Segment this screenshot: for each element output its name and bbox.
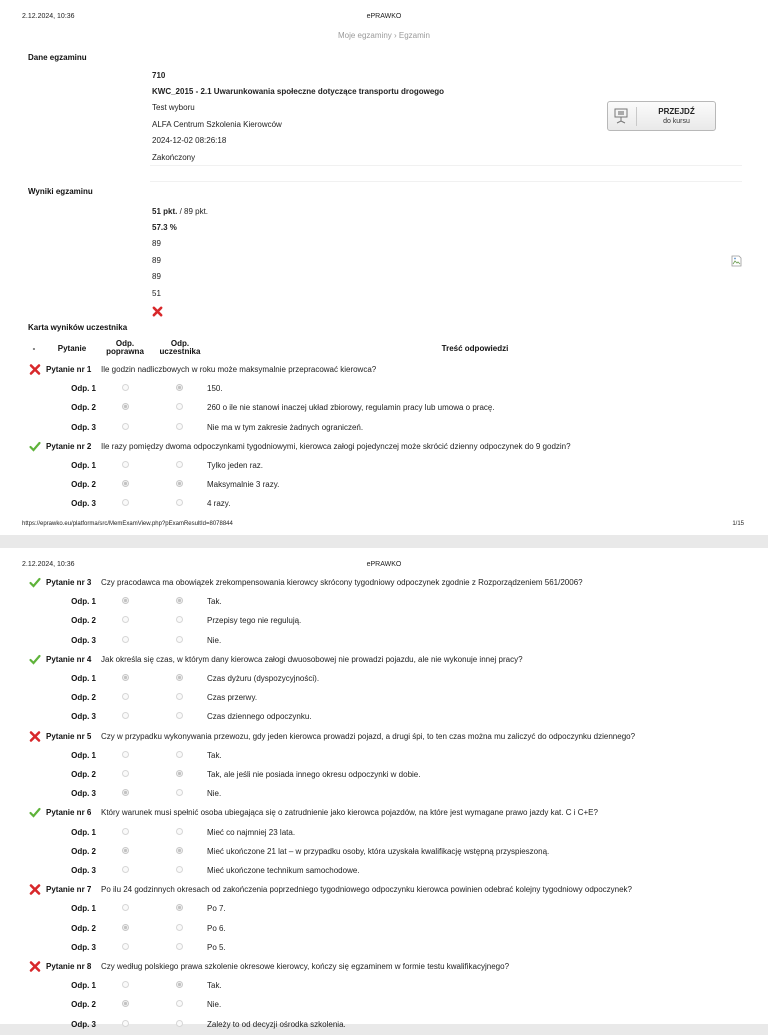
answer-label: Odp. 1 [71, 827, 96, 837]
answer-text: Zależy to od decyzji ośrodka szkolenia. [207, 1019, 346, 1029]
answer-label: Odp. 1 [71, 384, 96, 394]
radio-indicator [122, 1000, 129, 1007]
radio-indicator [176, 847, 183, 854]
correct-answer-radio [122, 674, 129, 681]
answer-label: Odp. 2 [71, 403, 96, 413]
user-answer-radio [176, 403, 183, 410]
radio-indicator [122, 674, 129, 681]
answer-text: Nie. [207, 1000, 222, 1010]
correct-answer-radio [122, 770, 129, 777]
answer-row [0, 460, 768, 476]
radio-indicator [122, 403, 129, 410]
correct-answer-radio [122, 384, 129, 391]
answer-text: Mieć ukończone 21 lat – w przypadku osoby, która uzyskała kwalifikację wstępną przyspieszoną. [207, 846, 550, 856]
user-answer-radio [176, 480, 183, 487]
red-x-icon [29, 364, 41, 375]
radio-indicator [176, 904, 183, 911]
answer-label: Odp. 1 [71, 904, 96, 914]
go-button-sublabel: do kursu [663, 118, 690, 125]
radio-indicator [122, 904, 129, 911]
correct-answer-radio [122, 904, 129, 911]
answer-row [0, 479, 768, 495]
result-value: 57.3 % [152, 223, 177, 232]
radio-indicator [122, 770, 129, 777]
page-url: https://eprawko.eu/platforma/src/MemExamView.php?pExamResultId=8078844 [22, 521, 233, 527]
score-value [152, 207, 208, 216]
correct-answer-radio [122, 828, 129, 835]
question-row [0, 441, 768, 457]
column-dash: - [32, 344, 36, 353]
user-answer-radio [176, 597, 183, 604]
user-answer-radio [176, 904, 183, 911]
answer-text: Tak. [207, 750, 222, 760]
radio-indicator [122, 597, 129, 604]
answer-label: Odp. 1 [71, 981, 96, 991]
answer-label: Odp. 2 [71, 1000, 96, 1010]
question-text: Ile razy pomiędzy dwoma odpoczynkami tygodniowymi, kierowca załogi pojedynczej może skrócić dzienny odpoczynek do 9 godzin? [101, 441, 571, 451]
question-number: Pytanie nr 3 [46, 578, 92, 587]
radio-indicator [176, 828, 183, 835]
user-answer-radio [176, 751, 183, 758]
correct-answer-radio [122, 403, 129, 410]
answer-label: Odp. 3 [71, 635, 96, 645]
pass-value [152, 306, 163, 319]
answer-label: Odp. 3 [71, 422, 96, 432]
answer-text: 4 razy. [207, 499, 231, 509]
radio-indicator [176, 384, 183, 391]
question-text: Czy według polskiego prawa szkolenie okresowe kierowcy, kończy się egzaminem w formie testu kwalifikacyjnego? [101, 962, 510, 971]
page-number: 1/15 [732, 521, 744, 527]
answer-label: Odp. 3 [71, 942, 96, 952]
answer-label: Odp. 1 [71, 674, 96, 683]
column-question: Pytanie [57, 344, 87, 353]
user-answer-radio [176, 616, 183, 623]
answer-row [0, 498, 768, 514]
correct-answer-radio [122, 847, 129, 854]
correct-answer-radio [122, 751, 129, 758]
answer-row [0, 402, 768, 418]
answer-row [0, 635, 768, 651]
question-row [0, 961, 768, 977]
answer-text: Czas dyżuru (dyspozycyjności). [207, 674, 320, 683]
user-answer-radio [176, 1000, 183, 1007]
radio-indicator [176, 461, 183, 468]
answer-row [0, 615, 768, 631]
correct-answer-radio [122, 924, 129, 931]
green-check-icon [29, 654, 41, 665]
radio-indicator [176, 636, 183, 643]
red-x-icon [29, 884, 41, 895]
radio-indicator [176, 943, 183, 950]
radio-indicator [176, 403, 183, 410]
user-answer-radio [176, 847, 183, 854]
answer-label: Odp. 2 [71, 923, 96, 933]
radio-indicator [122, 384, 129, 391]
question-number: Pytanie nr 7 [46, 885, 92, 895]
answer-label: Odp. 1 [71, 461, 96, 470]
answer-text: Po 5. [207, 942, 226, 952]
answer-label: Odp. 3 [71, 712, 96, 722]
question-row [0, 884, 768, 900]
question-number: Pytanie nr 4 [46, 654, 92, 664]
correct-answer-radio [122, 616, 129, 623]
radio-indicator [122, 789, 129, 796]
question-number: Pytanie nr 8 [46, 962, 92, 971]
radio-indicator [176, 751, 183, 758]
result-value: 89 [152, 272, 161, 281]
question-text: Po ilu 24 godzinnych okresach od zakończenia poprzedniego tygodniowego odpoczynku kierowca powinien odebrać kolejny tygodniowy odpoczynek? [101, 885, 633, 895]
answer-text: Nie. [207, 635, 222, 645]
presentation-icon [614, 108, 628, 124]
answer-row [0, 942, 768, 958]
user-answer-radio [176, 693, 183, 700]
answer-text: Mieć ukończone technikum samochodowe. [207, 866, 360, 875]
answer-text: Tylko jeden raz. [207, 461, 264, 470]
answer-row [0, 711, 768, 727]
answer-text: Mieć co najmniej 23 lata. [207, 827, 296, 837]
detail-value: 2024-12-02 08:26:18 [152, 136, 227, 145]
answer-label: Odp. 2 [71, 616, 96, 626]
radio-indicator [176, 924, 183, 931]
user-answer-radio [176, 943, 183, 950]
answer-text: Po 7. [207, 904, 226, 914]
answer-row [0, 788, 768, 804]
score-points: 51 pkt. [152, 207, 178, 216]
radio-indicator [122, 981, 129, 988]
question-number: Pytanie nr 2 [46, 441, 92, 451]
answer-text: Czas przerwy. [207, 693, 258, 703]
result-value: 51 [152, 289, 161, 298]
answer-label: Odp. 1 [71, 750, 96, 760]
answer-row [0, 903, 768, 919]
answer-text: Tak. [207, 981, 222, 991]
radio-indicator [176, 770, 183, 777]
green-check-icon [29, 807, 41, 818]
question-row [0, 654, 768, 670]
answer-row [0, 769, 768, 785]
print-site-title: ePRAWKO [366, 561, 402, 568]
radio-indicator [176, 866, 183, 873]
correct-answer-radio [122, 1020, 129, 1027]
answer-label: Odp. 2 [71, 770, 96, 779]
row-divider [150, 181, 742, 182]
radio-indicator [176, 1000, 183, 1007]
print-date: 2.12.2024, 10:36 [22, 13, 75, 20]
answer-label: Odp. 1 [71, 597, 96, 607]
question-number: Pytanie nr 6 [46, 808, 92, 818]
correct-answer-radio [122, 789, 129, 796]
correct-answer-radio [122, 943, 129, 950]
answer-row [0, 596, 768, 612]
detail-value: Zakończony [152, 153, 196, 162]
radio-indicator [122, 499, 129, 506]
correct-answer-radio [122, 693, 129, 700]
answer-row [0, 865, 768, 881]
exam-results-title: Wyniki egzaminu [28, 187, 93, 196]
breadcrumb[interactable]: Moje egzaminy › Egzamin [337, 31, 431, 40]
question-row [0, 807, 768, 823]
question-row [0, 577, 768, 593]
question-row [0, 364, 768, 380]
question-text: Czy w przypadku wykonywania przewozu, gdy jeden kierowca prowadzi pojazd, a drugi śpi, to ten czas można mu zaliczyć do odpoczynku dziennego? [101, 731, 636, 741]
radio-indicator [122, 636, 129, 643]
radio-indicator [122, 943, 129, 950]
radio-indicator [122, 924, 129, 931]
answer-row [0, 846, 768, 862]
user-answer-radio [176, 461, 183, 468]
row-divider [150, 165, 742, 166]
radio-indicator [122, 423, 129, 430]
correct-answer-radio [122, 636, 129, 643]
detail-value: Test wyboru [152, 103, 195, 112]
answer-text: Tak. [207, 597, 222, 607]
user-answer-radio [176, 828, 183, 835]
user-answer-radio [176, 636, 183, 643]
radio-indicator [122, 480, 129, 487]
radio-indicator [122, 866, 129, 873]
radio-indicator [176, 499, 183, 506]
correct-answer-radio [122, 866, 129, 873]
exam-details-title: Dane egzaminu [28, 53, 87, 62]
question-number: Pytanie nr 1 [46, 365, 92, 374]
answer-text: Po 6. [207, 923, 226, 933]
user-answer-radio [176, 866, 183, 873]
user-answer-radio [176, 499, 183, 506]
question-text: Który warunek musi spełnić osoba ubiegająca się o zatrudnienie jako kierowca pojazdów, na które jest wymagane prawo jazdy kat. C i C+E? [101, 808, 598, 818]
go-to-course-button[interactable] [607, 101, 716, 131]
user-answer-radio [176, 1020, 183, 1027]
answer-label: Odp. 2 [71, 480, 96, 490]
answer-text: Nie. [207, 789, 222, 799]
print-header [22, 561, 746, 571]
answer-row [0, 383, 768, 399]
go-button-label: PRZEJDŹ [658, 107, 695, 116]
user-answer-radio [176, 423, 183, 430]
correct-answer-radio [122, 597, 129, 604]
answer-label: Odp. 3 [71, 1019, 96, 1029]
answer-text: Nie ma w tym zakresie żadnych ograniczeń. [207, 422, 364, 432]
answer-row [0, 673, 768, 689]
correct-answer-radio [122, 461, 129, 468]
answer-label: Odp. 3 [71, 789, 96, 799]
question-text: Jak określa się czas, w którym dany kierowca załogi dwuosobowej nie prowadzi pojazdu, ale nie wykonuje innej pracy? [101, 654, 523, 664]
radio-indicator [122, 751, 129, 758]
score-max: / 89 pkt. [177, 207, 209, 216]
broken-image-icon [731, 255, 742, 267]
answer-row [0, 1019, 768, 1035]
result-value: 89 [152, 256, 161, 265]
radio-indicator [176, 423, 183, 430]
answer-text: 150. [207, 384, 223, 394]
radio-indicator [176, 712, 183, 719]
radio-indicator [122, 616, 129, 623]
answer-row [0, 980, 768, 996]
radio-indicator [122, 847, 129, 854]
detail-value: ALFA Centrum Szkolenia Kierowców [152, 120, 282, 129]
question-text: Czy pracodawca ma obowiązek zrekompensowania kierowcy skrócony tygodniowy odpoczynek zgodnie z Rozporządzeniem 561/2006? [101, 578, 583, 587]
answer-row [0, 422, 768, 438]
radio-indicator [176, 616, 183, 623]
answer-label: Odp. 2 [71, 693, 96, 703]
user-answer-radio [176, 770, 183, 777]
radio-indicator [122, 1020, 129, 1027]
answer-label: Odp. 2 [71, 846, 96, 856]
correct-answer-radio [122, 712, 129, 719]
radio-indicator [122, 828, 129, 835]
radio-indicator [122, 693, 129, 700]
user-answer-radio [176, 674, 183, 681]
column-correct-answer: Odp. poprawna [106, 339, 144, 356]
print-footer [22, 521, 744, 527]
answer-label: Odp. 3 [71, 866, 96, 875]
radio-indicator [176, 674, 183, 681]
user-answer-radio [176, 789, 183, 796]
column-answer-content: Treść odpowiedzi [441, 344, 509, 353]
answer-row [0, 923, 768, 939]
answer-text: Przepisy tego nie regulują. [207, 616, 302, 626]
radio-indicator [176, 693, 183, 700]
user-answer-radio [176, 981, 183, 988]
print-date: 2.12.2024, 10:36 [22, 561, 75, 568]
answer-text: Maksymalnie 3 razy. [207, 480, 280, 490]
answer-text: 260 o ile nie stanowi inaczej układ zbiorowy, regulamin pracy lub umowa o pracę. [207, 403, 495, 413]
answer-text: Czas dziennego odpoczynku. [207, 712, 312, 722]
user-answer-radio [176, 712, 183, 719]
green-check-icon [29, 577, 41, 588]
result-value: 89 [152, 239, 161, 248]
correct-answer-radio [122, 480, 129, 487]
user-answer-radio [176, 924, 183, 931]
correct-answer-radio [122, 499, 129, 506]
detail-value: KWC_2015 - 2.1 Uwarunkowania społeczne dotyczące transportu drogowego [152, 87, 445, 96]
question-number: Pytanie nr 5 [46, 731, 92, 741]
radio-indicator [176, 597, 183, 604]
radio-indicator [122, 461, 129, 468]
user-answer-radio [176, 384, 183, 391]
detail-value: 710 [152, 71, 166, 80]
red-x-icon [29, 961, 41, 972]
answer-card-title: Karta wyników uczestnika [28, 323, 128, 332]
red-x-icon [152, 306, 163, 317]
print-header [22, 13, 746, 23]
radio-indicator [176, 789, 183, 796]
print-site-title: ePRAWKO [366, 13, 402, 20]
radio-indicator [176, 480, 183, 487]
green-check-icon [29, 441, 41, 452]
print-page-2 [0, 548, 768, 1029]
correct-answer-radio [122, 981, 129, 988]
question-row [0, 731, 768, 747]
answer-row [0, 999, 768, 1015]
correct-answer-radio [122, 1000, 129, 1007]
button-divider [636, 107, 637, 126]
answer-row [0, 827, 768, 843]
answer-row [0, 750, 768, 766]
red-x-icon [29, 731, 41, 742]
correct-answer-radio [122, 423, 129, 430]
answer-row [0, 692, 768, 708]
answer-label: Odp. 3 [71, 499, 96, 509]
radio-indicator [122, 712, 129, 719]
question-text: Ile godzin nadliczbowych w roku może maksymalnie przepracować kierowca? [101, 365, 377, 374]
radio-indicator [176, 1020, 183, 1027]
answer-text: Tak, ale jeśli nie posiada innego okresu odpoczynki w dobie. [207, 770, 421, 779]
column-user-answer: Odp. uczestnika [159, 339, 201, 356]
radio-indicator [176, 981, 183, 988]
